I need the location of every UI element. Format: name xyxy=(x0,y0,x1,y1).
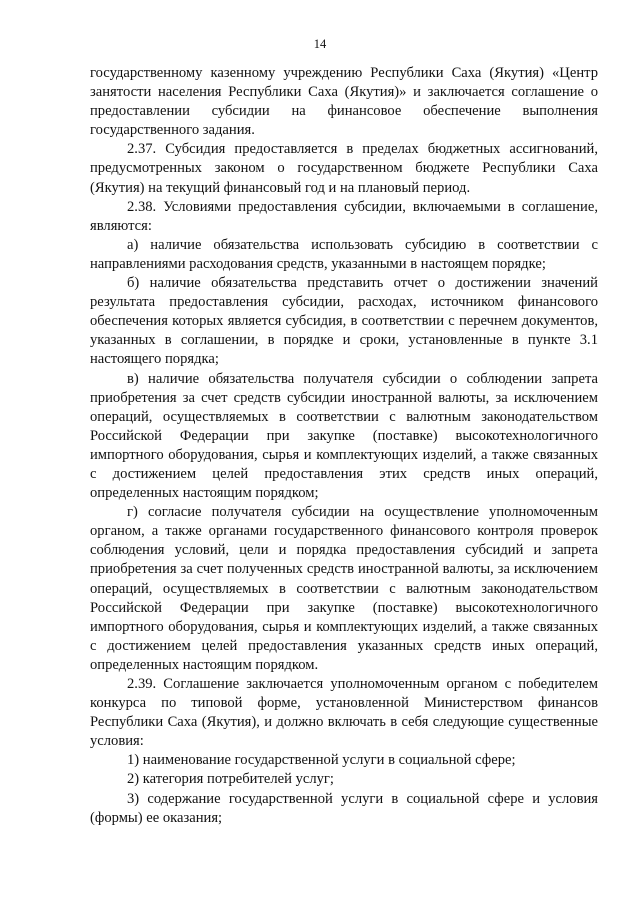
list-item-2: 2) категория потребителей услуг; xyxy=(127,771,334,788)
paragraph-2-38: 2.38. Условиями предоставления субсидии, включаемыми в соглашение, являются: xyxy=(90,198,598,234)
paragraph-continuation: государственному казенному учреждению Республики Саха (Якутия) «Центр занятости населения Республики Саха (Якутия)» и заключается соглашение о предоставлении субсидии на финансовое обеспечение выполнения государственного задания. xyxy=(90,65,598,139)
list-item-g: г) согласие получателя субсидии на осуществление уполномоченным органом, а также органами государственного финансового контроля проверок соблюдения условий, цели и порядка предоставления субсидий и запрета приобретения за счет полученных средств иностранной валюты, за исключением операций, осуществляемых в соответствии с валютным законодательством Российской Федерации при закупке (поставке) высокотехнологичного импортного оборудования, сырья и комплектующих изделий, а также связанных с достижением целей предоставления указанных средств иных операций, определенных настоящим порядком. xyxy=(90,504,598,673)
document-body xyxy=(90,64,598,828)
list-item-1: 1) наименование государственной услуги в социальной сфере; xyxy=(127,752,516,769)
list-item-b: б) наличие обязательства представить отчет о достижении значений результата предоставления субсидии, расходах, источником финансового обеспечения которых является субсидия, в соответствии с перечнем документов, указанных в соглашении, в порядке и сроки, установленные в пункте 3.1 настоящего порядка; xyxy=(90,275,598,368)
list-item-3: 3) содержание государственной услуги в социальной сфере и условия (формы) ее оказания; xyxy=(90,790,598,826)
list-item-v: в) наличие обязательства получателя субсидии о соблюдении запрета приобретения за счет средств субсидии иностранной валюты, за исключением операций, осуществляемых в соответствии с валютным законодательством Российской Федерации при закупке (поставке) высокотехнологичного импортного оборудования, сырья и комплектующих изделий, а также связанных с достижением целей предоставления этих средств иных операций, определенных настоящим порядком; xyxy=(90,370,598,502)
page-number: 14 xyxy=(313,37,327,51)
paragraph-2-37: 2.37. Субсидия предоставляется в пределах бюджетных ассигнований, предусмотренных законом о государственном бюджете Республики Саха (Якутия) на текущий финансовый год и на плановый период. xyxy=(90,141,598,196)
paragraph-2-39: 2.39. Соглашение заключается уполномоченным органом с победителем конкурса по типовой форме, установленной Министерством финансов Республики Саха (Якутия), и должно включать в себя следующие существенные условия: xyxy=(90,676,598,750)
list-item-a: а) наличие обязательства использовать субсидию в соответствии с направлениями расходования средств, указанными в настоящем порядке; xyxy=(90,236,598,272)
